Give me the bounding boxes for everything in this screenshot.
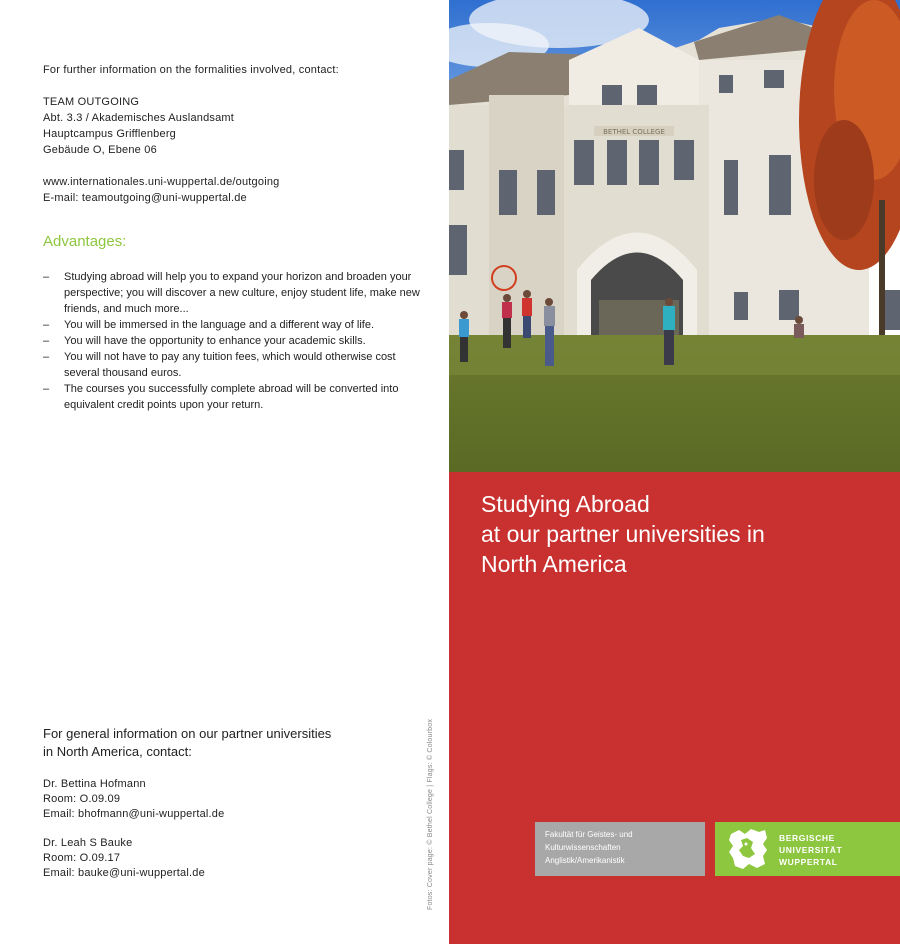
left-panel: [0, 0, 449, 944]
faculty-line-1: Fakultät für Geistes- und: [545, 830, 633, 839]
department: Abt. 3.3 / Akademisches Auslandsamt: [43, 112, 235, 124]
building-sign: BETHEL COLLEGE: [603, 128, 665, 136]
list-item: – You will be immersed in the language and a different way of life.: [43, 317, 423, 333]
formalities-heading: For further information on the formalities involved, contact:: [43, 64, 339, 76]
list-item: – You will have the opportunity to enhance your academic skills.: [43, 333, 423, 349]
contact-name: Dr. Leah S Bauke: [43, 837, 133, 849]
right-panel: [449, 0, 900, 944]
cover-title-line-2: at our partner universities in: [481, 521, 765, 547]
lion-crest-icon: [725, 826, 771, 872]
website-link[interactable]: www.internationales.uni-wuppertal.de/outgoing: [43, 176, 280, 188]
building: Gebäude O, Ebene 06: [43, 144, 157, 156]
list-item: – The courses you successfully complete abroad will be converted into equivalent credit points upon your return.: [43, 381, 423, 413]
cover-title-line-3: North America: [481, 551, 627, 577]
advantages-list: [43, 269, 423, 413]
university-name: [779, 832, 842, 868]
general-heading-1: For general information on our partner universities: [43, 726, 332, 741]
list-item: – You will not have to pay any tuition fees, which would otherwise cost several thousand euros.: [43, 349, 423, 381]
university-logo: [715, 822, 900, 876]
contact-name: Dr. Bettina Hofmann: [43, 778, 146, 790]
faculty-line-3: Anglistik/Amerikanistik: [545, 856, 625, 865]
contact-email[interactable]: Email: bhofmann@uni-wuppertal.de: [43, 808, 225, 820]
university-line-2: UNIVERSITÄT: [779, 845, 843, 855]
university-line-3: WUPPERTAL: [779, 857, 838, 867]
cover-title-line-1: Studying Abroad: [481, 491, 650, 517]
contact-1: [43, 777, 224, 822]
general-info-block: [43, 725, 331, 761]
campus: Hauptcampus Grifflenberg: [43, 128, 176, 140]
list-item: – Studying abroad will help you to expand your horizon and broaden your perspective; you will discover a new culture, enjoy student life, make new friends, and much more...: [43, 269, 423, 317]
cover-panel: [449, 472, 900, 944]
university-line-1: BERGISCHE: [779, 833, 835, 843]
team-name: TEAM OUTGOING: [43, 96, 140, 108]
email-link[interactable]: E-mail: teamoutgoing@uni-wuppertal.de: [43, 192, 247, 204]
campus-illustration: [449, 0, 900, 472]
contact-2: [43, 836, 205, 881]
contact-room: Room: O.09.09: [43, 793, 121, 805]
contact-email[interactable]: Email: bauke@uni-wuppertal.de: [43, 867, 205, 879]
photo-credit: [427, 670, 441, 910]
advantages-title: Advantages:: [43, 233, 127, 250]
campus-photo: [449, 0, 900, 472]
photo-credit-text: Fotos: Cover page: © Bethel College | Flags: © Colourbox: [427, 718, 434, 910]
faculty-line-2: Kulturwissenschaften: [545, 843, 621, 852]
formalities-block: [43, 62, 339, 206]
contact-room: Room: O.09.17: [43, 852, 121, 864]
general-heading-2: in North America, contact:: [43, 744, 192, 759]
cover-title: [481, 489, 765, 579]
faculty-label: [535, 822, 705, 876]
